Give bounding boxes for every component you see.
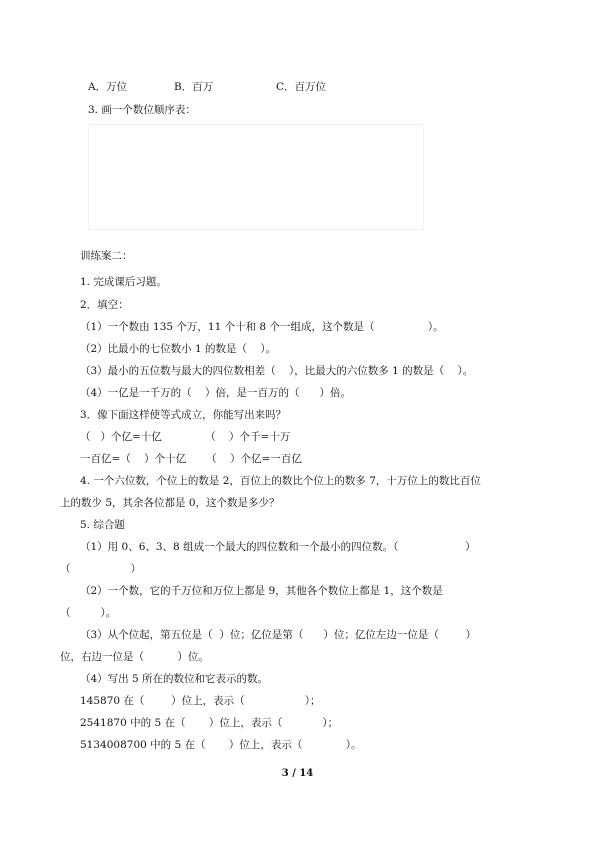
item-5-1-line-2: （ ） <box>60 563 142 575</box>
item-4-line-2: 上的数少 5，其余各位都是 0，这个数是多少？ <box>60 497 280 509</box>
item-5-3-line-2: 位，右边一位是（ ）位。 <box>60 651 209 663</box>
section-title: 训练案二： <box>80 250 133 262</box>
option-a: A．万位 <box>88 81 128 93</box>
item-5-4: （4）写出 5 所在的数位和它表示的数。 <box>80 673 269 685</box>
option-c: C．百万位 <box>276 81 327 93</box>
item-3-equations-b: 一百亿=（ ）个十亿 （ ）个亿=一百亿 <box>80 453 302 465</box>
item-2-2: （2）比最小的七位数小 1 的数是（ ）。 <box>80 343 277 355</box>
option-b: B．百万 <box>174 81 214 93</box>
page-number: 3 / 14 <box>281 768 314 779</box>
item-3-equations-a: （ ）个亿=十亿 （ ）个千=十万 <box>80 431 291 443</box>
item-5-2-line-2: （ ）。 <box>60 607 117 619</box>
item-1: 1. 完成课后习题。 <box>80 276 167 288</box>
item-5-3-line-1: （3）从个位起，第五位是（ ）位；亿位是第（ ）位；亿位左边一位是（ ） <box>80 629 477 641</box>
item-5-4-a: 145870 在（ ）位上，表示（ ）； <box>80 695 321 707</box>
item-4-line-1: 4. 一个六位数，个位上的数是 2，百位上的数比个位上的数多 7，十万位上的数比百位 <box>80 475 481 487</box>
item-2-3: （3）最小的五位数与最大的四位数相差（ ），比最大的六位数多 1 的数是（ ）。 <box>80 365 474 377</box>
item-2-1: （1）一个数由 135 个万，11 个十和 8 个一组成，这个数是（ ）。 <box>80 321 444 333</box>
item-5-1-line-1: （1）用 0、6、3、8 组成一个最大的四位数和一个最小的四位数。（ ） <box>80 541 476 553</box>
item-5: 5. 综合题 <box>80 519 125 531</box>
item-5-4-b: 2541870 中的 5 在（ ）位上，表示（ ）； <box>80 717 339 729</box>
item-5-4-c: 5134008700 中的 5 在（ ）位上，表示（ ）。 <box>80 739 362 751</box>
digit-table-drawing-area <box>88 124 424 230</box>
item-2: 2．填空： <box>80 299 129 311</box>
item-3: 3．像下面这样使等式成立，你能写出来吗？ <box>80 409 287 421</box>
question-3-draw-table: 3. 画一个数位顺序表： <box>88 104 196 116</box>
item-2-4: （4）一亿是一千万的（ ）倍，是一百万的（ ）倍。 <box>80 387 352 399</box>
item-5-2-line-1: （2）一个数，它的千万位和万位上都是 9，其他各个数位上都是 1，这个数是 <box>80 585 443 597</box>
